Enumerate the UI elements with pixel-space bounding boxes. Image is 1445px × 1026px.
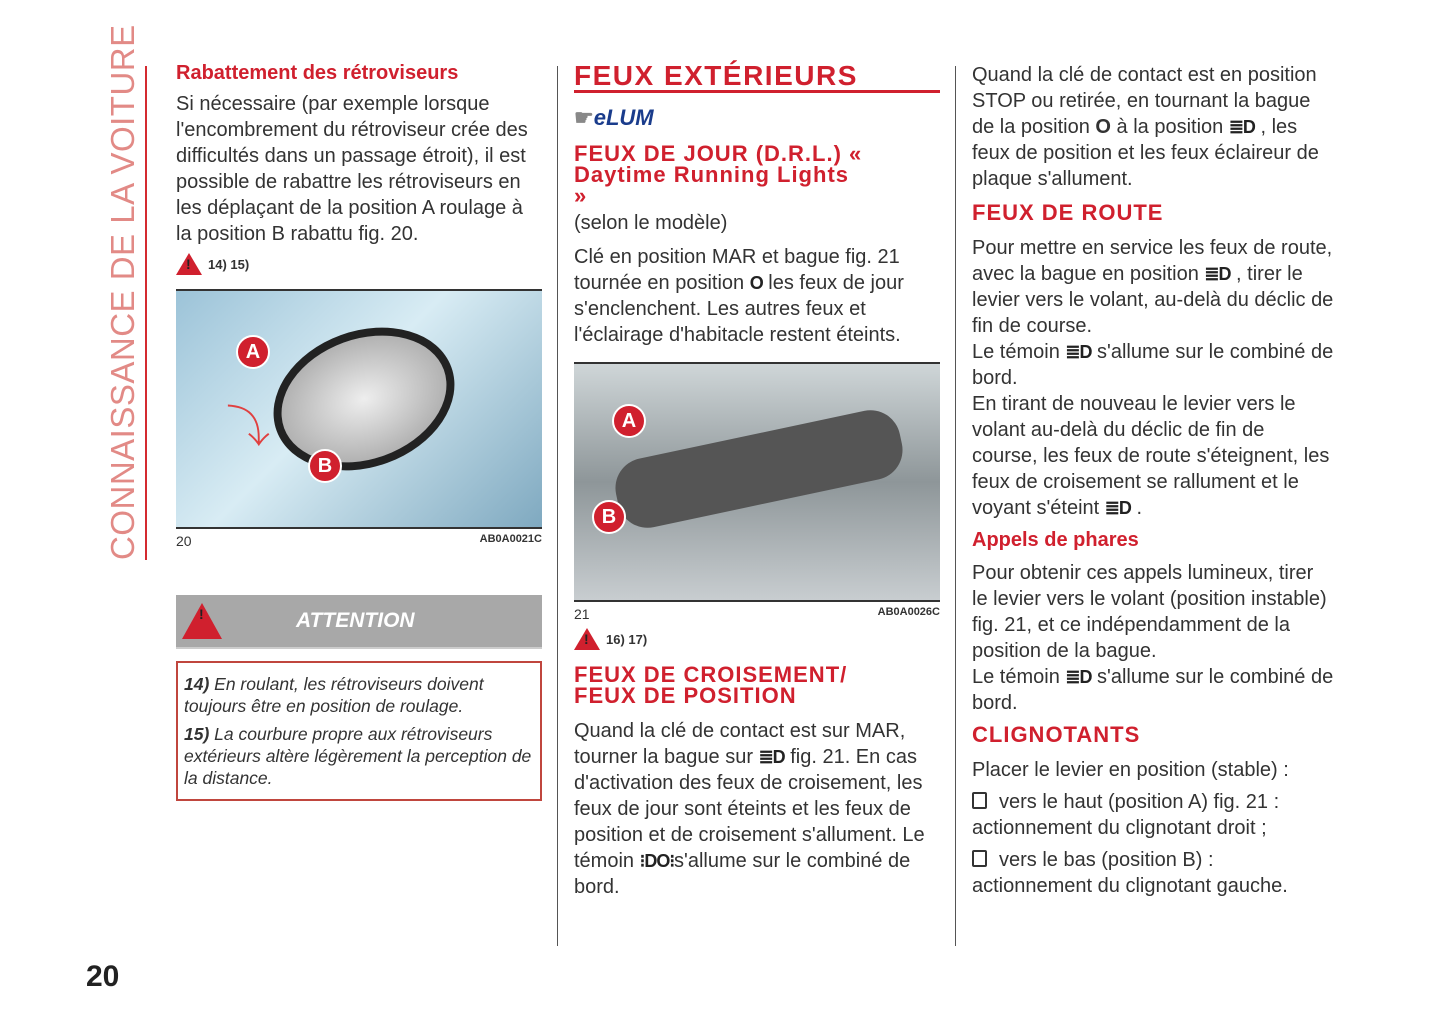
label-b: B [308,449,342,483]
position-lights-icon: ≣D [1228,117,1255,137]
attention-notes [176,661,542,801]
position-o-icon: O [749,273,763,293]
attention-note: 15) La courbure propre aux rétroviseurs extérieurs altère légèrement la perception de la distance. [184,724,532,788]
figure-caption [574,606,940,622]
label-a: A [236,335,270,369]
page-number: 20 [86,960,120,993]
cross-body: Quand la clé de contact est sur MAR, tourner la bague sur ≣D fig. 21. En cas d'activation des feux de croisement, les feux de jour sont éteints et les feux de position et de croisement s'allument. Le témoin ⁝DO⁝s'allume sur le combiné de bord. [574,720,925,898]
stalk-illustration [610,405,908,534]
high-beam-icon: ≣D [1065,667,1092,687]
warning-refs: 14) 15) [208,256,250,272]
column-3 [972,62,1334,905]
elum-badge: ☛eLUM [574,105,654,130]
list-item: vers le bas (position B) : actionnement du clignotant gauche. [972,849,1288,897]
list-item: vers le haut (position A) fig. 21 : actionnement du clignotant droit ; [972,791,1280,839]
flash-heading: Appels de phares [972,529,1139,551]
column-1 [176,62,542,801]
mirror-heading: Rabattement des rétroviseurs [176,62,459,84]
label-a: A [612,404,646,438]
mirror-illustration [253,303,474,494]
high-beam-icon: ≣D [1204,264,1231,284]
cross-heading: FEUX DE CROISEMENT/ FEUX DE POSITION [574,662,848,708]
high-beam-heading: FEUX DE ROUTE [972,200,1164,225]
column-divider [955,66,956,946]
checkbox-bullet-icon [972,792,987,809]
position-o-icon: O [1095,116,1111,138]
checkbox-bullet-icon [972,850,987,867]
intro-body: Quand la clé de contact est en position STOP ou retirée, en tournant la bague de la position O à la position ≣D , les feux de position et les feux éclaireur de plaque s'allument. [972,64,1319,190]
arrow-icon: ⤵ [226,403,270,452]
sidebar-rule [145,66,147,560]
figure-20-mirror [176,289,542,529]
pointing-hand-icon: ☛ [574,105,594,130]
position-lights-icon: ⁝DO⁝ [639,851,675,871]
indicators-heading: CLIGNOTANTS [972,722,1141,747]
figure-21-stalk [574,362,940,602]
warning-icon [176,253,202,275]
drl-body: Clé en position MAR et bague fig. 21 tournée en position O les feux de jour s'enclenchent. Les autres feux et l'éclairage d'habitacle restent éteints. [574,246,904,346]
warning-reference: ! 16) 17) [574,628,940,650]
figure-caption [176,533,542,549]
attention-title: ATTENTION [296,609,415,632]
attention-banner [176,595,542,649]
figure-code: AB0A0026C [877,606,940,618]
attention-note: 14) En roulant, les rétroviseurs doivent toujours être en position de roulage. [184,674,484,716]
high-beam-icon: ≣D [1104,498,1131,518]
figure-number: 20 [176,533,192,549]
high-beam-body: Pour mettre en service les feux de route, avec la bague en position ≣D , tirer le levier vers le volant, au-delà du déclic de fin de course. Le témoin ≣D s'allume sur le combiné de bord. En tirant de nouveau le levier vers le volant au-delà du déclic de fin de course, les feux de route s'éteignent, les feux de croisement se rallument et le voyant s'éteint ≣D . [972,237,1334,519]
mirror-body: Si nécessaire (par exemple lorsque l'encombrement du rétroviseur crée des difficultés dans un passage étroit), il est possible de rabattre les rétroviseurs en les déplaçant de la position A roulage à la position B rabattu fig. 20. [176,93,528,245]
warning-icon [574,628,600,650]
column-divider [557,66,558,946]
flash-body: Pour obtenir ces appels lumineux, tirer le levier vers le volant (position instable) fig. 21, et ce indépendamment de la position de la bague. Le témoin ≣D s'allume sur le combiné de bord. [972,562,1334,714]
indicators-intro: Placer le levier en position (stable) : [972,759,1289,781]
warning-reference [176,253,542,275]
low-beam-icon: ≣D [758,747,785,767]
high-beam-icon: ≣D [1065,342,1092,362]
section-title: FEUX EXTÉRIEURS [574,62,940,93]
figure-number: 21 [574,606,590,622]
drl-heading: FEUX DE JOUR (D.R.L.) « Daytime Running Lights » [574,141,863,208]
column-2 [574,62,940,906]
section-sidebar-title: CONNAISSANCE DE LA VOITURE [104,24,141,560]
warning-icon [182,603,222,639]
drl-note: (selon le modèle) [574,212,728,234]
figure-code: AB0A0021C [479,533,542,545]
label-b: B [592,500,626,534]
